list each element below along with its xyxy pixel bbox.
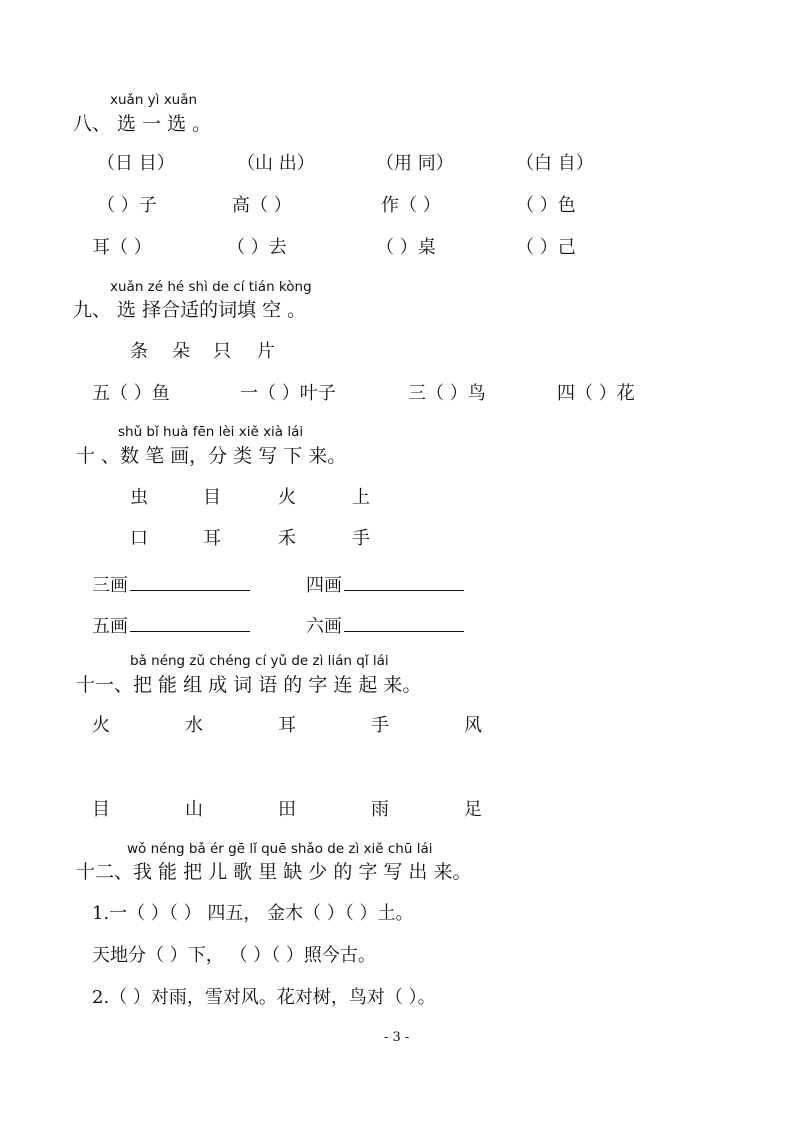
- match-character[interactable]: 耳: [278, 715, 296, 736]
- section-8-pinyin: xuǎn yì xuǎn: [110, 92, 198, 108]
- section-8-title: 八、 选 一 选 。: [73, 113, 212, 135]
- rhyme-line[interactable]: 天地分（ ）下， （ ）（ ）照今古。: [92, 945, 376, 966]
- section-12-pinyin: wǒ néng bǎ ér gē lǐ quē shǎo de zì xiě chū lái: [127, 841, 433, 857]
- character: 口: [130, 528, 148, 549]
- word-option: 只: [213, 341, 231, 362]
- match-character[interactable]: 山: [185, 799, 203, 820]
- section-10-title: 十 、数 笔 画，分 类 写 下 来。: [76, 445, 347, 467]
- fill-blank-item[interactable]: 四（ ）花: [557, 383, 635, 404]
- character: 虫: [130, 487, 148, 508]
- word-option: 朵: [172, 341, 190, 362]
- section-12-title: 十二、我 能 把 儿 歌 里 缺 少 的 字 写 出 来。: [76, 861, 472, 883]
- match-character[interactable]: 风: [464, 715, 482, 736]
- section-10-pinyin: shǔ bǐ huà fēn lèi xiě xià lái: [118, 424, 304, 440]
- fill-blank-item[interactable]: 五（ ）鱼: [92, 383, 170, 404]
- character: 耳: [203, 528, 221, 549]
- fill-blank-item[interactable]: （ ）色: [516, 195, 576, 216]
- fill-blank-item[interactable]: 高（ ）: [232, 195, 292, 216]
- fill-blank-item[interactable]: （ ）去: [227, 237, 287, 258]
- fill-blank-item[interactable]: （ ）己: [516, 237, 576, 258]
- choice-pair: （白 自）: [516, 153, 594, 174]
- stroke-label: 三画: [92, 575, 128, 596]
- character: 火: [278, 487, 296, 508]
- answer-blank[interactable]: [130, 613, 250, 632]
- fill-blank-item[interactable]: 三（ ）鸟: [408, 383, 486, 404]
- stroke-label: 五画: [92, 616, 128, 637]
- stroke-answer-line[interactable]: [92, 572, 250, 595]
- section-9-pinyin: xuǎn zé hé shì de cí tián kòng: [110, 279, 312, 295]
- character: 手: [352, 528, 370, 549]
- answer-blank[interactable]: [344, 613, 464, 632]
- answer-blank[interactable]: [344, 572, 464, 591]
- stroke-answer-line[interactable]: [306, 613, 464, 636]
- section-11-pinyin: bǎ néng zǔ chéng cí yǔ de zì lián qǐ lái: [130, 653, 389, 669]
- match-character[interactable]: 雨: [371, 799, 389, 820]
- fill-blank-item[interactable]: 一（ ）叶子: [240, 383, 336, 404]
- section-11-title: 十一、把 能 组 成 词 语 的 字 连 起 来。: [76, 674, 422, 696]
- fill-blank-item[interactable]: （ ）子: [97, 195, 157, 216]
- choice-pair: （山 出）: [237, 153, 315, 174]
- rhyme-line[interactable]: 1.一（ ）（ ） 四五， 金木（ ）（ ）土。: [92, 903, 414, 924]
- match-character[interactable]: 手: [371, 715, 389, 736]
- rhyme-line[interactable]: 2.（ ）对雨，雪对风。花对树，鸟对（ ）。: [92, 987, 436, 1008]
- stroke-answer-line[interactable]: [92, 613, 250, 636]
- stroke-label: 四画: [306, 575, 342, 596]
- stroke-label: 六画: [306, 616, 342, 637]
- match-character[interactable]: 火: [92, 715, 110, 736]
- match-character[interactable]: 足: [464, 799, 482, 820]
- fill-blank-item[interactable]: 作（ ）: [381, 195, 441, 216]
- match-character[interactable]: 目: [92, 799, 110, 820]
- answer-blank[interactable]: [130, 572, 250, 591]
- word-option: 条: [130, 341, 148, 362]
- section-9-title: 九、 选 择合适的词填 空 。: [73, 299, 307, 321]
- character: 目: [203, 487, 221, 508]
- character: 上: [352, 487, 370, 508]
- page-number: - 3 -: [384, 1030, 410, 1045]
- stroke-answer-line[interactable]: [306, 572, 464, 595]
- fill-blank-item[interactable]: （ ）桌: [376, 237, 436, 258]
- choice-pair: （用 同）: [376, 153, 454, 174]
- match-character[interactable]: 田: [278, 799, 296, 820]
- match-character[interactable]: 水: [185, 715, 203, 736]
- word-option: 片: [257, 341, 275, 362]
- choice-pair: （日 目）: [97, 153, 175, 174]
- fill-blank-item[interactable]: 耳（ ）: [92, 237, 152, 258]
- character: 禾: [278, 528, 296, 549]
